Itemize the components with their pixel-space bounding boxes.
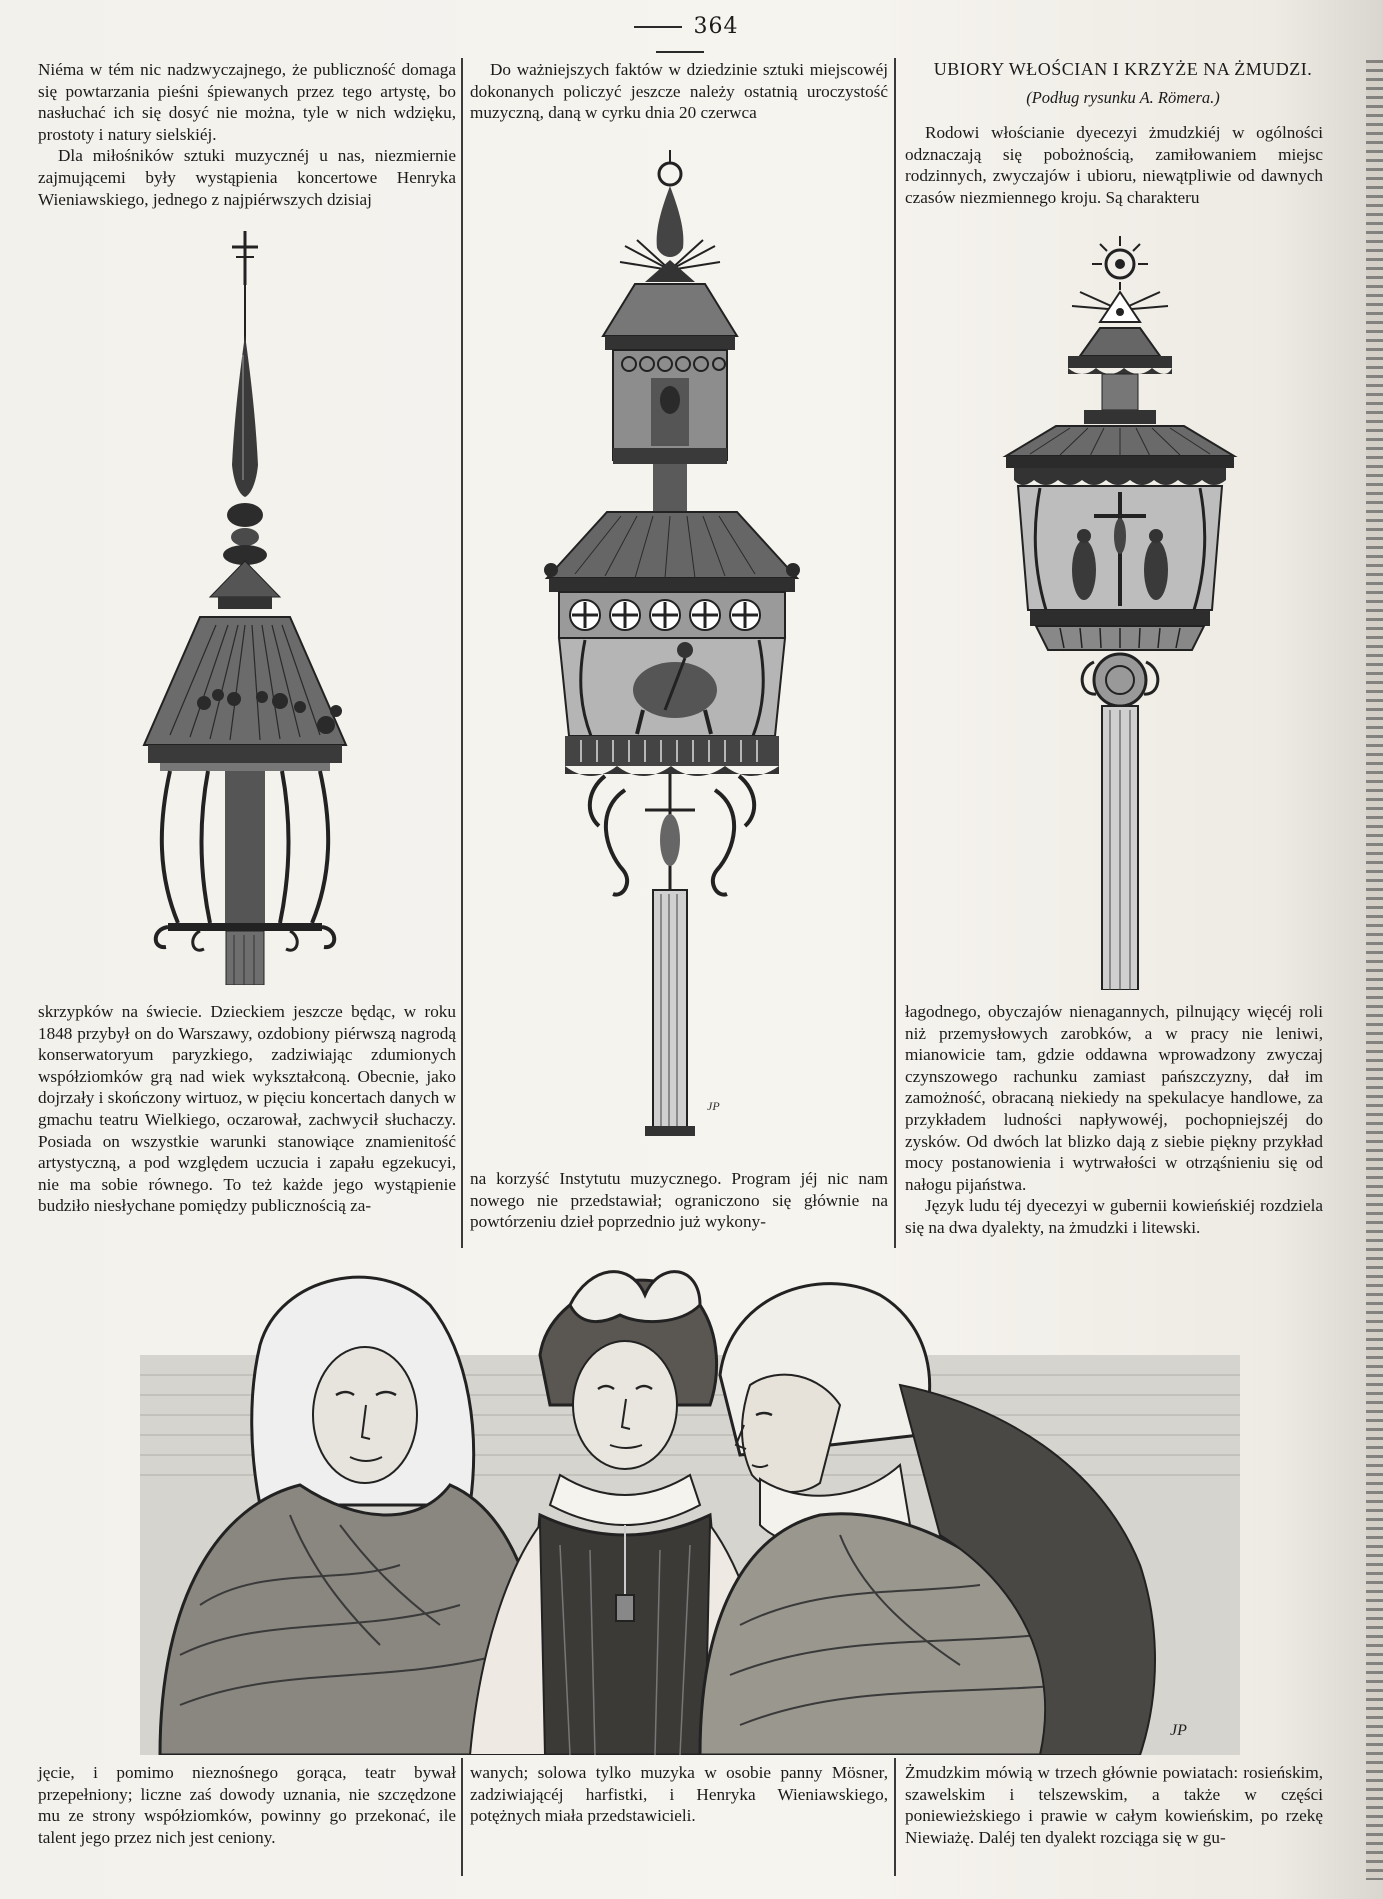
paragraph: łagodnego, obyczajów nienagannych, pilnujący więcéj roli niż przemysłowych zarobków, a w pracy nie leniwi, mianowicie tam, gdzie oddawna wprowadzony zwyczaj czynszowego rachunku zamiast pańszczyzny, dał im zamożność, obracaną niekiedy na spekulacye handlowe, za przykładem ludności napływowéj, pochopniejszéj do zysków. Od dwóch lat blizko dają z siebie piękny przykład mocy postanowienia i wytrwałości w otrząśnieniu się od nałogu pijaństwa. [905, 1002, 1323, 1194]
column-rule-4 [894, 1758, 896, 1876]
lantern-cross-middle-engraving [525, 150, 825, 1150]
paragraph: Rodowi włościanie dyecezyi żmudzkiéj w ogólności odznaczają się pobożnością, zamiłowaniem miejsc rodzinnych, zwyczajów i ubioru, niewątpliwie od dawnych czasów niezmiennego kroju. Są charakteru [905, 123, 1323, 207]
paragraph: Do ważniejszych faktów w dziedzinie sztuki miejscowéj dokonanych policzyć jeszcze należy ostatnią uroczystość muzyczną, daną w cyrku dnia 20 czerwca [470, 60, 888, 123]
roofed-cross-figure [130, 225, 360, 985]
column-rule-1 [461, 58, 463, 1248]
paragraph: Niéma w tém nic nadzwyczajnego, że publiczność domaga się powtarzania pieśni śpiewanych przez tego artystę, bo nasłuchać ich się dosyć nie można, tyle w nich wdzięku, prostoty i natury sielskiéj. [38, 60, 456, 144]
top-left-text [38, 59, 456, 210]
mid-middle-text [470, 1168, 888, 1233]
lantern-cross-right-engraving [1000, 230, 1240, 990]
column-rule-3 [461, 1758, 463, 1876]
three-women-figure [140, 1265, 1240, 1755]
mid-right-text [905, 1001, 1323, 1239]
paragraph: wanych; solowa tylko muzyka w osobie panny Mösner, zadziwiającéj harfistki, i Henryka Wieniawskiego, potężnych miała przedstawicieli. [470, 1763, 888, 1826]
article-title: UBIORY WŁOŚCIAN I KRZYŻE NA ŻMUDZI. [933, 59, 1313, 79]
engraver-signature-middle: JP [707, 1099, 720, 1113]
paragraph: Żmudzkim mówią w trzech głównie powiatach: rosieńskim, szawelskim i telszewskim, a także w części poniewieżskiego i prawie w całym kowieńskim, po rzekę Niewiażę. Daléj ten dyalekt rozciąga się w gu- [905, 1763, 1323, 1847]
adjacent-page-edge [1366, 60, 1383, 1880]
page-number: 364 [590, 14, 770, 64]
paragraph: Dla miłośników sztuki muzycznéj u nas, niezmiernie zajmującemi były wystąpienia koncertowe Henryka Wieniawskiego, jednego z najpiérwszych dzisiaj [38, 146, 456, 209]
bottom-right-text [905, 1762, 1323, 1848]
engraver-signature-bottom: JP [1170, 1722, 1187, 1739]
top-middle-text [470, 59, 888, 124]
article-subtitle: (Podług rysunku A. Römera.) [1026, 88, 1220, 107]
paragraph: na korzyść Instytutu muzycznego. Program jéj nic nam nowego nie przedstawiał; ograniczono się głównie na powtórzeniu dzieł poprzednio już wykony- [470, 1169, 888, 1232]
lantern-cross-middle-figure [525, 150, 825, 1150]
bottom-left-text [38, 1762, 456, 1848]
column-rule-2 [894, 58, 896, 1248]
top-right-text [905, 122, 1323, 208]
paragraph: skrzypków na świecie. Dzieckiem jeszcze będąc, w roku 1848 przybył on do Warszawy, ozdobiony piérwszą nagrodą konserwatoryum paryzkiego, zadziwiając zdumionych współziomków grą nad wiek wykształconą. Obecnie, jako dojrzały i skończony wirtuoz, w pięciu koncertach danych w gmachu teatru Wielkiego, oczarował, zachwycił słuchaczy. Posiada on wszystkie warunki stanowiące znamienitość artystyczną, a pod względem uczucia i zapału egzekucyi, nie ma sobie równego. To też każde jego wystąpienie budziło niesłychane pomiędzy publicznością za- [38, 1002, 456, 1216]
roofed-cross-engraving [130, 225, 360, 985]
paragraph: jęcie, i pomimo nieznośnego gorąca, teatr bywał przepełniony; liczne zaś dowody uznania, nie szczędzone mu ze strony współziomków, powinny go przekonać, ile talent jego przez nich jest ceniony. [38, 1763, 456, 1847]
lantern-cross-right-figure [1000, 230, 1240, 990]
mid-left-text [38, 1001, 456, 1217]
paragraph: Język ludu téj dyecezyi w gubernii kowieńskiéj rozdziela się na dwa dyalekty, na żmudzki i litewski. [905, 1196, 1323, 1237]
three-women-engraving [140, 1265, 1240, 1755]
bottom-middle-text [470, 1762, 888, 1827]
